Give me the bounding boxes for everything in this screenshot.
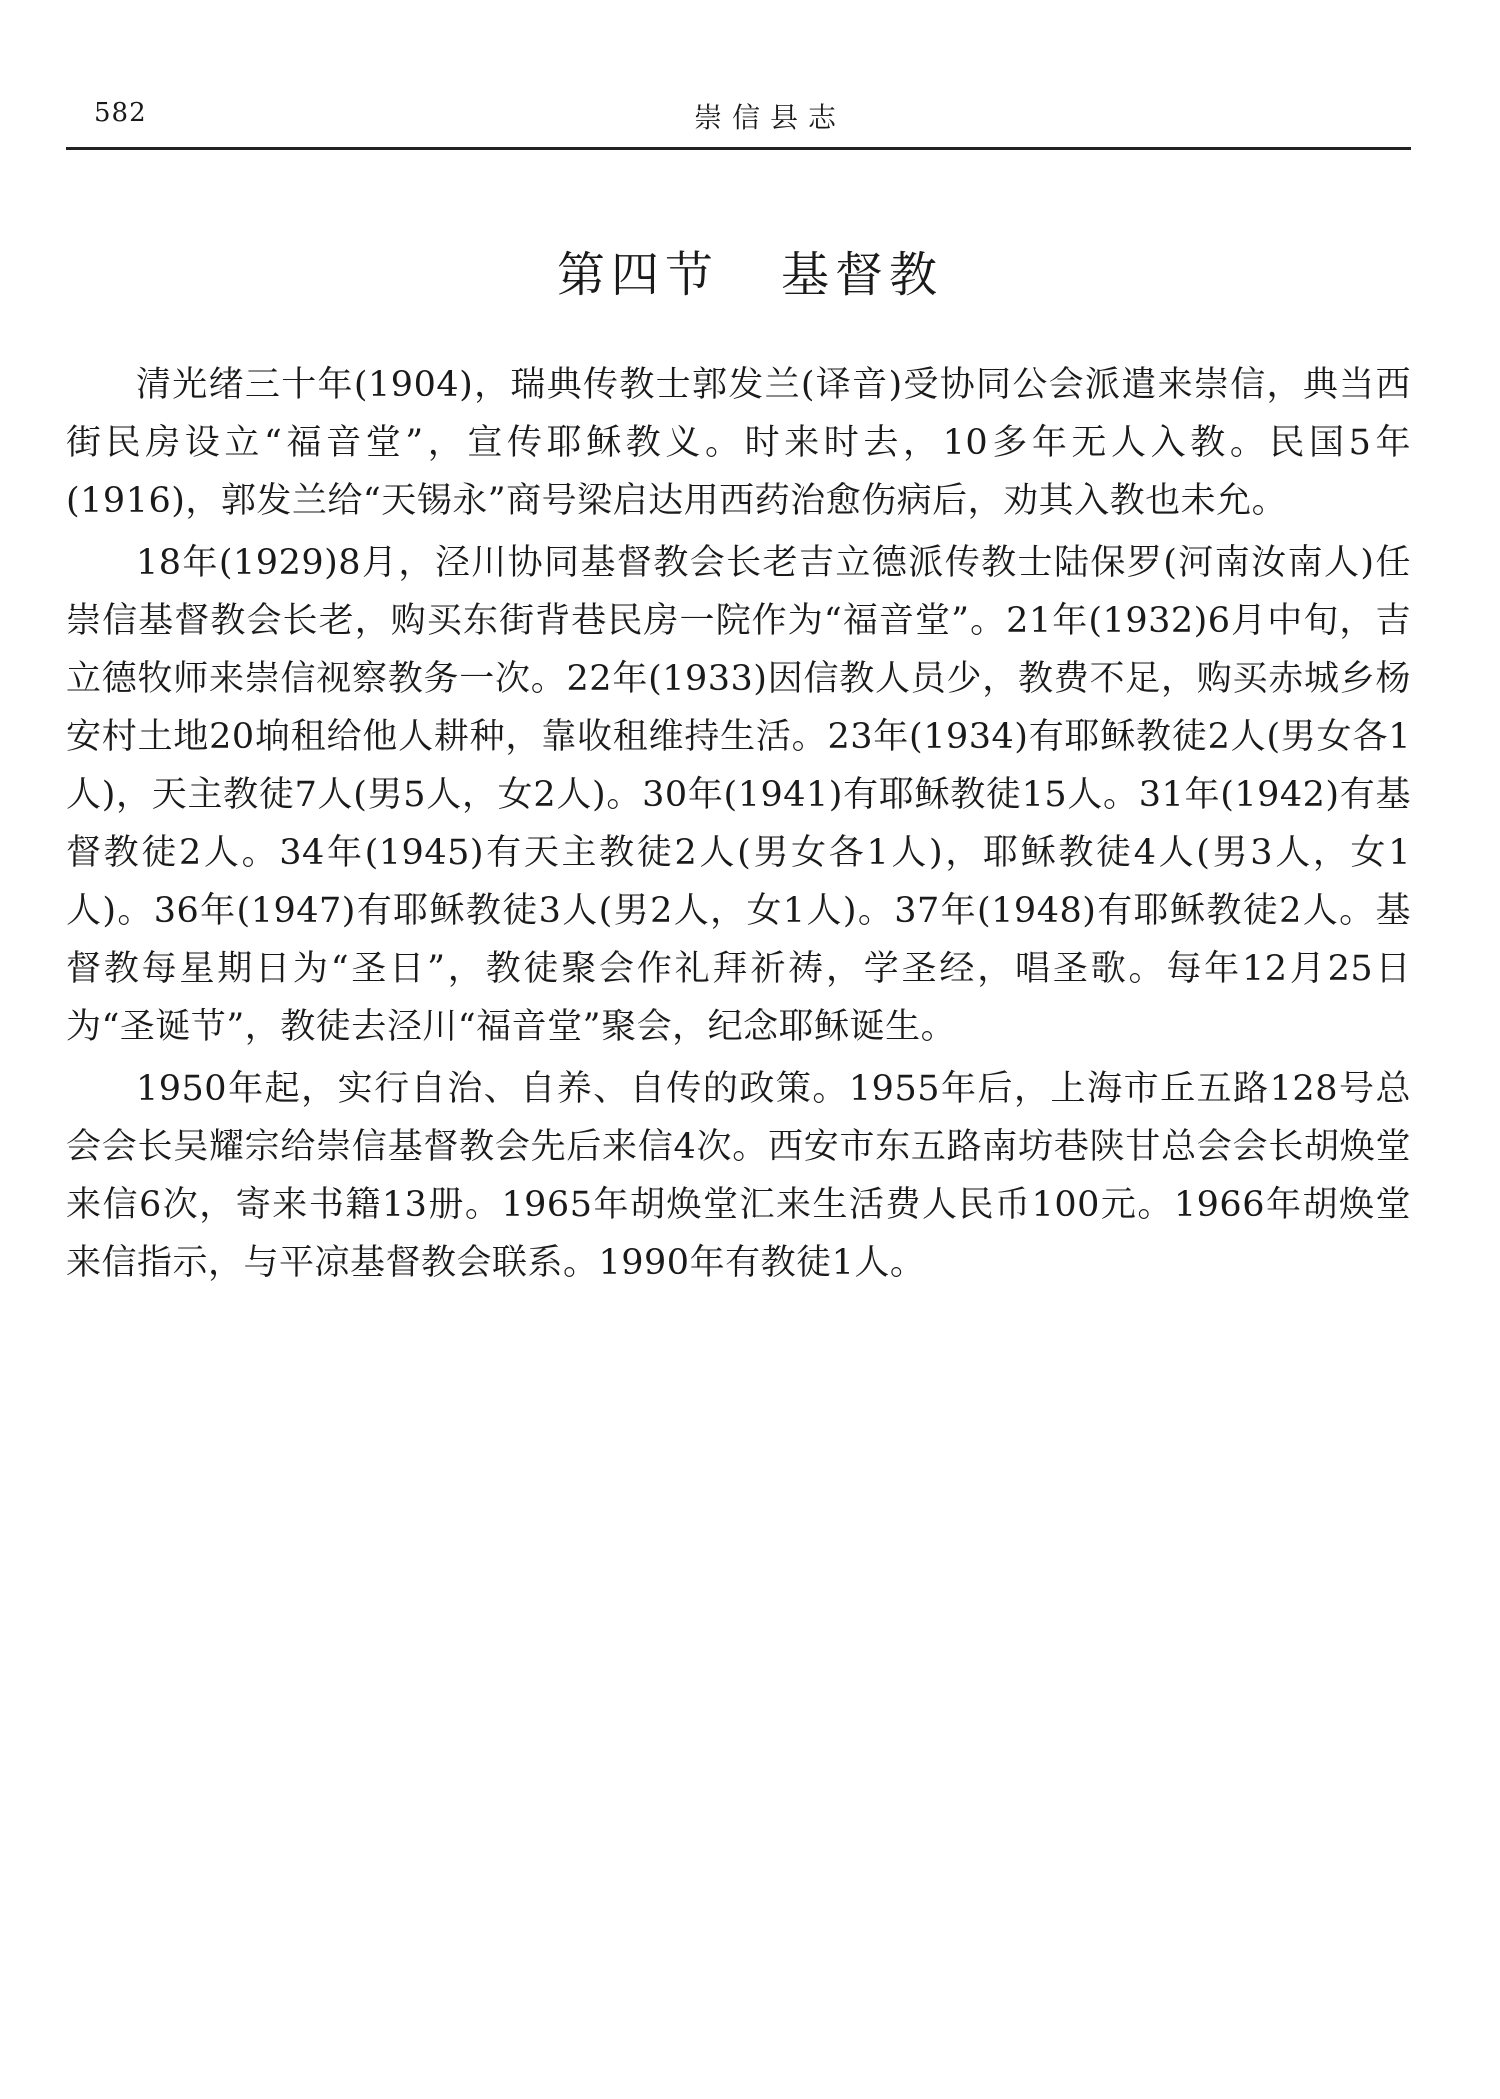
section-heading (0, 236, 1500, 305)
section-number: 第四节 (556, 247, 719, 303)
paragraph-1: 清光绪三十年(1904)，瑞典传教士郭发兰(译音)受协同公会派遣来崇信，典当西街民房设立“福音堂”，宣传耶稣教义。时来时去，10多年无人入教。民国5年(1916)，郭发兰给“天锡永”商号梁启达用西药治愈伤病后，劝其入教也未允。 (66, 365, 1411, 521)
running-header-title: 崇信县志 (693, 101, 846, 134)
paragraph-3: 1950年起，实行自治、自养、自传的政策。1955年后，上海市丘五路128号总会会长吴耀宗给崇信基督教会先后来信4次。西安市东五路南坊巷陕甘总会会长胡焕堂来信6次，寄来书籍13册。1965年胡焕堂汇来生活费人民币100元。1966年胡焕堂来信指示，与平凉基督教会联系。1990年有教徒1人。 (66, 1069, 1411, 1283)
page-number: 582 (94, 98, 147, 128)
header-divider (66, 147, 1411, 150)
section-title: 基督教 (781, 247, 944, 303)
paragraph-2: 18年(1929)8月，泾川协同基督教会长老吉立德派传教士陆保罗(河南汝南人)任崇信基督教会长老，购买东街背巷民房一院作为“福音堂”。21年(1932)6月中旬，吉立德牧师来崇信视察教务一次。22年(1933)因信教人员少，教费不足，购买赤城乡杨安村土地20垧租给他人耕种，靠收租维持生活。23年(1934)有耶稣教徒2人(男女各1人)，天主教徒7人(男5人，女2人)。30年(1941)有耶稣教徒15人。31年(1942)有基督教徒2人。34年(1945)有天主教徒2人(男女各1人)，耶稣教徒4人(男3人，女1人)。36年(1947)有耶稣教徒3人(男2人，女1人)。37年(1948)有耶稣教徒2人。基督教每星期日为“圣日”，教徒聚会作礼拜祈祷，学圣经，唱圣歌。每年12月25日为“圣诞节”，教徒去泾川“福音堂”聚会，纪念耶稣诞生。 (66, 543, 1411, 1047)
body-text (66, 356, 1411, 1292)
